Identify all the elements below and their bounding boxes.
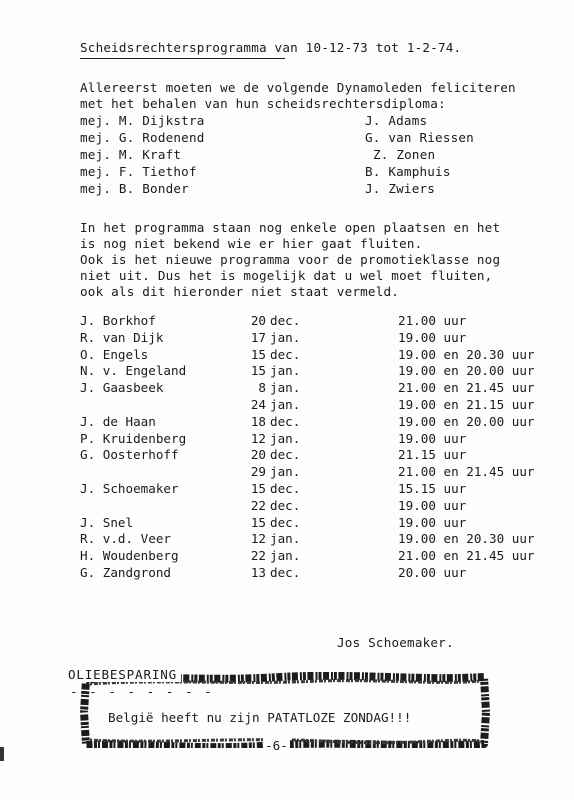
match-month: jan. [270,531,301,547]
notice-title-underline: - - - - - - - - [70,684,214,699]
note-line: Ook is het nieuwe programma voor de promotieklasse nog [80,252,501,267]
schedule-row [0,565,574,581]
match-month: jan. [270,430,301,446]
referee-name: G. Zandgrond [80,565,171,580]
match-times: 19.00 uur [398,329,467,345]
match-day: 15 [250,363,266,379]
match-day: 20 [250,313,266,328]
match-day: 18 [250,413,266,429]
match-times: 19.00 en 20.30 uur [398,346,535,362]
intro-line-2: met het behalen van hun scheidsrechtersdiploma: [80,96,446,111]
match-times: 19.00 uur [398,430,467,446]
match-month: dec. [270,497,301,513]
match-day: 13 [250,565,266,580]
graduate-left: mej. F. Tiethof [80,164,197,179]
scan-edge-mark [0,747,4,761]
schedule-row [0,515,574,531]
schedule-row [0,414,574,430]
referee-name: J. Snel [80,514,134,530]
referee-name: G. Oosterhoff [80,447,179,463]
match-day: 24 [250,397,266,412]
graduate-left: mej. M. Dijkstra [80,113,205,128]
schedule-row [0,464,574,480]
referee-name: R. van Dijk [80,329,164,345]
schedule-row [0,313,574,329]
graduate-right: J. Zwiers [365,181,436,196]
match-month: jan. [270,397,301,412]
match-times: 21.00 en 21.45 uur [398,464,535,480]
note-line: ook als dit hieronder niet staat vermeld. [80,284,400,299]
match-times: 21.00 en 21.45 uur [398,380,535,396]
referee-name: P. Kruidenberg [80,430,187,446]
match-day: 15 [250,346,266,362]
match-month: jan. [270,464,301,480]
match-times: 19.00 en 20.00 uur [398,363,535,379]
match-day: 12 [250,430,266,446]
schedule-row [0,447,574,463]
referee-name: R. v.d. Veer [80,531,171,547]
referee-name: J. Gaasbeek [80,380,164,396]
notice-title: OLIEBESPARING [64,667,181,682]
referee-name: O. Engels [80,346,149,362]
match-day: 20 [250,447,266,463]
schedule-row [0,431,574,447]
match-day: 22 [250,497,266,513]
match-times: 21.00 uur [398,313,467,328]
signature: Jos Schoemaker. [337,635,454,650]
match-day: 12 [250,531,266,547]
match-times: 21.00 en 21.45 uur [398,548,535,564]
match-month: dec. [270,313,301,328]
graduate-right: J. Adams [365,113,428,128]
match-times: 19.00 en 20.00 uur [398,413,535,429]
graduate-right: G. van Riessen [365,130,474,145]
graduate-left: mej. B. Bonder [80,181,189,196]
title-underline [80,58,285,59]
match-month: jan. [270,548,301,564]
schedule-row [0,380,574,396]
graduate-right: Z. Zonen [373,147,436,162]
match-month: jan. [270,363,301,379]
match-times: 19.00 uur [398,514,467,530]
intro-line-1: Allereerst moeten we de volgende Dynamoleden feliciteren [80,80,516,95]
graduate-left: mej. M. Kraft [80,147,182,162]
match-month: dec. [270,413,301,429]
schedule-row [0,363,574,379]
match-times: 21.15 uur [398,447,467,463]
referee-name: J. Borkhof [80,313,156,328]
referee-name: J. de Haan [80,413,156,429]
match-day: 15 [250,481,266,496]
schedule-row [0,347,574,363]
match-month: dec. [270,565,301,580]
schedule-row [0,330,574,346]
match-day: 29 [250,464,266,480]
match-month: jan. [270,380,301,396]
match-month: dec. [270,514,301,530]
schedule-row [0,498,574,514]
match-times: 15.15 uur [398,481,467,496]
match-day: 15 [250,514,266,530]
referee-name: H. Woudenberg [80,548,179,564]
graduate-right: B. Kamphuis [365,164,451,179]
page-title: Scheidsrechtersprogramma van 10-12-73 tot 1-2-74. [80,40,462,55]
match-month: jan. [270,329,301,345]
match-times: 19.00 en 20.30 uur [398,531,535,547]
schedule-row [0,397,574,413]
match-day: 22 [250,548,266,564]
notice-message: België heeft nu zijn PATATLOZE ZONDAG!!! [108,710,412,725]
graduate-left: mej. G. Rodenend [80,130,205,145]
match-month: dec. [270,447,301,463]
note-line: is nog niet bekend wie er hier gaat fluiten. [80,236,423,251]
match-times: 19.00 uur [398,497,467,513]
match-times: 20.00 uur [398,565,467,580]
referee-name: N. v. Engeland [80,363,187,379]
match-times: 19.00 en 21.15 uur [398,397,535,412]
match-day: 17 [250,329,266,345]
match-day: 8 [258,380,266,396]
note-line: niet uit. Dus het is mogelijk dat u wel moet fluiten, [80,268,493,283]
schedule-row [0,481,574,497]
referee-name: J. Schoemaker [80,481,179,496]
page-number: -6- [265,738,288,753]
schedule-row [0,531,574,547]
note-line: In het programma staan nog enkele open plaatsen en het [80,220,501,235]
schedule-row [0,548,574,564]
match-month: dec. [270,346,301,362]
match-month: dec. [270,481,301,496]
